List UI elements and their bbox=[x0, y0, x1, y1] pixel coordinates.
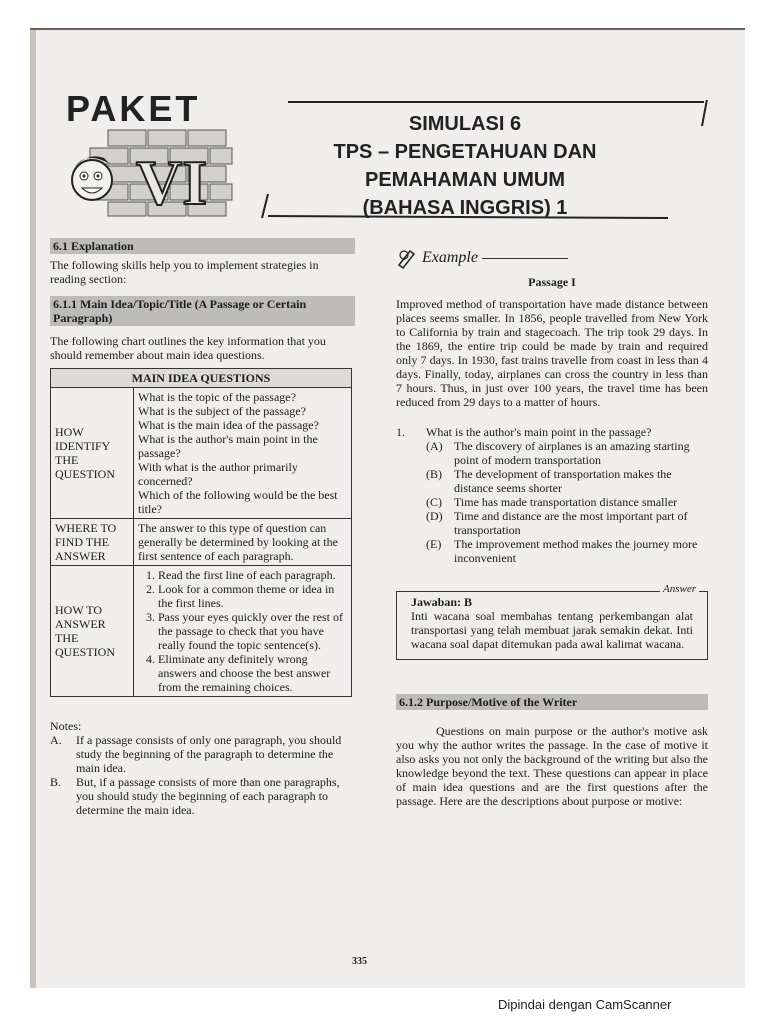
notes-title: Notes: bbox=[50, 719, 82, 733]
row-label: WHERE TO FIND THE ANSWER bbox=[51, 519, 134, 566]
intro-text: The following skills help you to implement strategies in reading section: bbox=[50, 258, 319, 286]
title-line: SIMULASI 6 bbox=[408, 113, 522, 135]
option-key: (C) bbox=[426, 495, 442, 509]
brick-wall-illustration bbox=[68, 128, 234, 218]
row-label: HOW TO ANSWER THE QUESTION bbox=[51, 566, 134, 697]
scanner-watermark: Dipindai dengan CamScanner bbox=[498, 997, 672, 1012]
question bbox=[396, 425, 708, 439]
section-heading: 6.1.1 Main Idea/Topic/Title (A Passage or Certain Paragraph) bbox=[50, 296, 355, 326]
page-number: 335 bbox=[352, 956, 367, 967]
option-key: (B) bbox=[426, 467, 442, 481]
option-key: (A) bbox=[426, 439, 443, 453]
right-column bbox=[396, 245, 708, 814]
answer-title: Jawaban: B bbox=[411, 595, 473, 609]
table-row bbox=[51, 566, 352, 697]
option-item bbox=[426, 537, 708, 565]
left-column bbox=[50, 238, 355, 817]
option-item bbox=[426, 439, 708, 467]
title-line: PEMAHAMAN UMUM bbox=[365, 169, 565, 191]
step-item: 3. Pass your eyes quickly over the rest of the passage to check that you have really found the topic sentence(s). bbox=[158, 610, 347, 652]
note-text: If a passage consists of only one paragraph, you should study the beginning of the paragraph to determine the main idea. bbox=[76, 733, 342, 775]
title-line: TPS – PENGETAHUAN DAN bbox=[333, 141, 597, 163]
option-text: Time and distance are the most important part of transportation bbox=[454, 509, 688, 537]
roman-numeral: VI bbox=[136, 147, 208, 218]
answer-text: Inti wacana soal membahas tentang perkembangan alat transportasi yang telah membuat jarak semakin dekat. Inti wacana soal dapat ditemukan pada awal kalimat wacana. bbox=[411, 609, 693, 651]
table-row bbox=[51, 519, 352, 566]
option-item bbox=[426, 467, 708, 495]
note-key: A. bbox=[50, 733, 62, 747]
option-text: Time has made transportation distance smaller bbox=[454, 495, 678, 509]
question-form: What is the main idea of the passage? bbox=[138, 418, 319, 432]
main-idea-table bbox=[50, 368, 352, 697]
answer-box bbox=[396, 583, 708, 660]
question-form: Which of the following would be the best title? bbox=[138, 488, 338, 516]
option-item bbox=[426, 495, 708, 509]
page-title bbox=[300, 110, 630, 222]
note-key: B. bbox=[50, 775, 62, 789]
step-item: 2. Look for a common theme or idea in the first lines. bbox=[158, 582, 347, 610]
pencil-icon bbox=[396, 247, 418, 269]
question-form: What is the author's main point in the passage? bbox=[138, 432, 318, 460]
question-form: What is the subject of the passage? bbox=[138, 404, 306, 418]
note-text: But, if a passage consists of more than one paragraphs, you should study the beginning of each paragraph to determine the main idea. bbox=[76, 775, 340, 817]
notes bbox=[50, 719, 355, 817]
question-form: With what is the author primarily concerned? bbox=[138, 460, 298, 488]
row-label: HOW IDENTIFY THE QUESTION bbox=[51, 388, 134, 519]
passage-text: Improved method of transportation have made distance between places seems smaller. In 1856, people travelled from New York to California by train and stagecoach. The trip took 29 days. In the 1869, the entire trip could be made by train and required only 7 days. In 1930, fast trains travelle from coast in less than 4 days. Finally, today, airplanes can cross the country in less than 7 hours. Thus, in just over 100 years, the travel time has been reduced from 29 days to a matter of hours. bbox=[396, 297, 708, 409]
note-item bbox=[50, 733, 355, 775]
section-heading: 6.1 Explanation bbox=[50, 238, 355, 254]
title-line: (BAHASA INGGRIS) 1 bbox=[362, 197, 568, 219]
paket-heading: PAKET bbox=[66, 88, 201, 129]
step-item: 1. Read the first line of each paragraph. bbox=[158, 568, 347, 582]
option-text: The discovery of airplanes is an amazing starting point of modern transportation bbox=[454, 439, 690, 467]
passage-title: Passage I bbox=[528, 275, 576, 289]
row-content bbox=[134, 566, 352, 697]
example-heading bbox=[396, 245, 708, 271]
answer-tag: Answer bbox=[660, 582, 699, 596]
option-text: The improvement method makes the journey more inconvenient bbox=[454, 537, 698, 565]
question-text: What is the author's main point in the passage? bbox=[426, 425, 652, 439]
option-text: The development of transportation makes the distance seems shorter bbox=[454, 467, 672, 495]
step-item: 4. Eliminate any definitely wrong answers and choose the best answer from the remaining choices. bbox=[158, 652, 347, 694]
row-content bbox=[134, 388, 352, 519]
divider bbox=[482, 258, 568, 259]
option-item bbox=[426, 509, 708, 537]
question-form: What is the topic of the passage? bbox=[138, 390, 296, 404]
option-key: (E) bbox=[426, 537, 442, 551]
chart-intro: The following chart outlines the key information that you should remember about main idea questions. bbox=[50, 334, 326, 362]
example-label: Example bbox=[422, 249, 478, 266]
question-number: 1. bbox=[396, 425, 405, 439]
row-content: The answer to this type of question can generally be determined by looking at the first sentence of each paragraph. bbox=[134, 519, 352, 566]
table-row bbox=[51, 388, 352, 519]
section-heading: 6.1.2 Purpose/Motive of the Writer bbox=[396, 694, 708, 710]
table-header: MAIN IDEA QUESTIONS bbox=[51, 369, 352, 388]
note-item bbox=[50, 775, 355, 817]
purpose-text: Questions on main purpose or the author's motive ask you why the author writes the passage. In the case of motive it also asks you not only the background of the writing but also the knowledge beyond the text. These questions can appear in place of main idea questions and are the first questions after the passage. Here are the descriptions about purpose or motive: bbox=[396, 724, 708, 808]
option-key: (D) bbox=[426, 509, 443, 523]
